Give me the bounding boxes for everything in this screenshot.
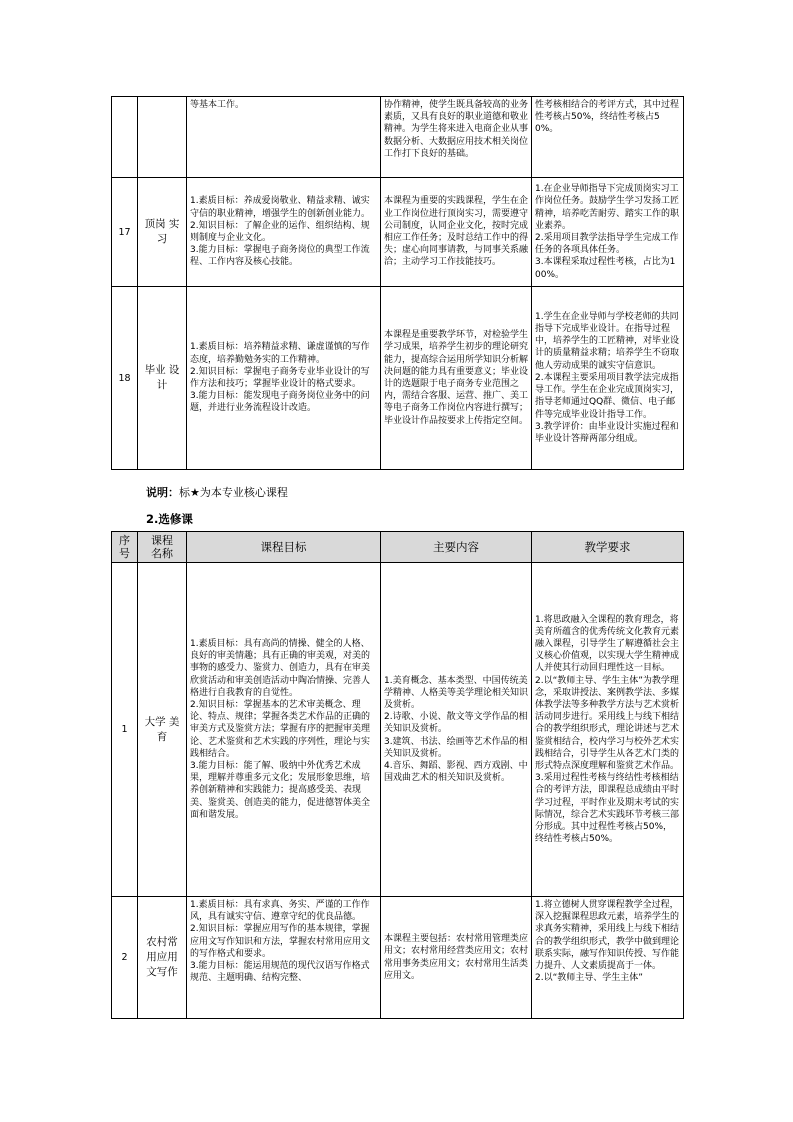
teaching-requirements: 1.学生在企业导师与学校老师的共同指导下完成毕业设计。在指导过程中，培养学生的工匠精神，对毕业设计的质量精益求精；培养学生不窃取他人劳动成果的诚实守信意识。 2.本课程主要采用项目教学法完成指导工作。学生在企业完成顶岗实习，指导老师通过QQ群、微信、电子邮件等完成毕业设计指导工作。 3.教学评价：由毕业设计实施过程和毕业设计答辩两部分组成。 bbox=[532, 287, 684, 470]
course-number: 1 bbox=[112, 563, 138, 897]
teaching-requirements: 1.将立德树人贯穿课程教学全过程，深入挖掘课程思政元素，培养学生的求真务实精神，采用线上与线下相结合的教学组织形式，教学中做到理论联系实际，融写作知识传授、写作能力提升、人文素质提高于一体。 2.以“教师主导、学生主体” bbox=[532, 897, 684, 1019]
course-content: 1.美育概念、基本类型、中国传统美学精神、人格美等美学理论相关知识及赏析。 2.诗歌、小说、散文等文学作品的相关知识及赏析。 3.建筑、书法、绘画等艺术作品的相关知识及赏析。 4.音乐、舞蹈、影视、西方戏剧、中国戏曲艺术的相关知识及赏析。 bbox=[381, 563, 532, 897]
table-row bbox=[112, 563, 684, 897]
teaching-requirements: 1.在企业导师指导下完成顶岗实习工作岗位任务。鼓励学生学习发扬工匠精神，培养吃苦耐劳、踏实工作的职业素养。 2.采用项目教学法指导学生完成工作任务的各项具体任务。 3.本课程采取过程性考核，占比为100%。 bbox=[532, 178, 684, 287]
header-course-goals: 课程目标 bbox=[187, 532, 381, 563]
teaching-requirements: 性考核相结合的考评方式，其中过程性考核占50%，终结性考核占50%。 bbox=[532, 97, 684, 178]
section-heading: 2.选修课 bbox=[146, 512, 193, 526]
course-number bbox=[112, 97, 138, 178]
course-name: 顶岗 实习 bbox=[138, 178, 187, 287]
course-number: 17 bbox=[112, 178, 138, 287]
course-number: 18 bbox=[112, 287, 138, 470]
course-name: 大学 美育 bbox=[138, 563, 187, 897]
header-number: 序 号 bbox=[112, 532, 138, 563]
core-course-note bbox=[146, 484, 288, 500]
course-content: 本课程为重要的实践课程，学生在企业工作岗位进行顶岗实习，需要遵守公司制度，认同企业文化，按时完成相应工作任务；及时总结工作中的得失；虚心向同事请教，与同事关系融洽；主动学习工作技能技巧。 bbox=[381, 178, 532, 287]
table-header-row bbox=[112, 532, 684, 563]
elective-courses-table bbox=[111, 531, 684, 1019]
table-row bbox=[112, 897, 684, 1019]
table-row bbox=[112, 178, 684, 287]
course-goals: 1.素质目标：培养精益求精、谦虚谨慎的写作态度，培养勤勉务实的工作精神。 2.知识目标：掌握电子商务专业毕业设计的写作方法和技巧；掌握毕业设计的格式要求。 3.能力目标：能发现电子商务岗位业务中的问题，并进行业务流程设计改造。 bbox=[187, 287, 381, 470]
course-name bbox=[138, 97, 187, 178]
header-course-name: 课程 名称 bbox=[138, 532, 187, 563]
note-label: 说明： bbox=[146, 486, 179, 499]
course-content: 本课程是重要教学环节，对检验学生学习成果，培养学生初步的理论研究能力，提高综合运用所学知识分析解决问题的能力具有重要意义；毕业设计的选题限于电子商务专业范围之内，需结合客服、运营、推广、美工等电子商务工作岗位内容进行撰写；毕业设计作品按要求上传指定空间。 bbox=[381, 287, 532, 470]
course-goals: 等基本工作。 bbox=[187, 97, 381, 178]
header-teaching-requirements: 教学要求 bbox=[532, 532, 684, 563]
teaching-requirements: 1.将思政融入全课程的教育理念，将美育所蕴含的优秀传统文化教育元素融入课程，引导学生了解遵循社会主义核心价值观，以实现大学生精神成人并使其行动回归理性这一目标。 2.以“教师主导、学生主体”为教学理念，采取讲授法、案例教学法、多媒体教学法等多种教学方法与艺术赏析活动同步进行。采用线上与线下相结合的教学组织形式，理论讲述与艺术鉴赏相结合，校内学习与校外艺术实践相结合，引导学生从各艺术门类的形式特点深度理解和鉴赏艺术作品。 3.采用过程性考核与终结性考核相结合的考评方法，即课程总成绩由平时学习过程，平时作业及期末考试的实际情况，综合艺术实践环节考核三部分形成。其中过程性考核占50%，终结性考核占50%。 bbox=[532, 563, 684, 897]
course-name: 农村常 用应用 文写作 bbox=[138, 897, 187, 1019]
table-row bbox=[112, 97, 684, 178]
course-goals: 1.素质目标：具有高尚的情操、健全的人格、良好的审美情趣；具有正确的审美观，对美的事物的感受力、鉴赏力、创造力，具有在审美欣赏活动和审美创造活动中陶冶情操、完善人格进行自我教育的自觉性。 2.知识目标：掌握基本的艺术审美概念、理论、特点、规律；掌握各类艺术作品的正确的审美方式及鉴赏方法；掌握有序的把握审美理论、艺术鉴赏和艺术实践的序列性，理论与实践相结合。 3.能力目标：能了解、吸纳中外优秀艺术成果，理解并尊重多元文化；发展形象思维，培养创新精神和实践能力；提高感受美、表现美、鉴赏美、创造美的能力，促进德智体美全面和谐发展。 bbox=[187, 563, 381, 897]
table-row bbox=[112, 287, 684, 470]
course-number: 2 bbox=[112, 897, 138, 1019]
course-content: 本课程主要包括：农村常用管理类应用文；农村常用经营类应用文；农村常用事务类应用文；农村常用生活类应用文。 bbox=[381, 897, 532, 1019]
header-main-content: 主要内容 bbox=[381, 532, 532, 563]
note-text: 标★为本专业核心课程 bbox=[179, 486, 288, 499]
required-courses-table bbox=[111, 96, 684, 470]
course-goals: 1.素质目标：养成爱岗敬业、精益求精、诚实守信的职业精神，增强学生的创新创业能力。 2.知识目标：了解企业的运作、组织结构、规则制度与企业文化。 3.能力目标：掌握电子商务岗位的典型工作流程、工作内容及核心技能。 bbox=[187, 178, 381, 287]
course-content: 协作精神，使学生既具备较高的业务素质，又具有良好的职业道德和敬业精神。为学生将来进入电商企业从事数据分析、大数据应用技术相关岗位工作打下良好的基础。 bbox=[381, 97, 532, 178]
course-name: 毕业 设计 bbox=[138, 287, 187, 470]
course-goals: 1.素质目标：具有求真、务实、严谨的工作作风，具有诚实守信、遵章守纪的优良品德。 2.知识目标：掌握应用写作的基本规律，掌握应用文写作知识和方法，掌握农村常用应用文的写作格式和要求。 3.能力目标：能运用规范的现代汉语写作格式规范、主题明确、结构完整、 bbox=[187, 897, 381, 1019]
